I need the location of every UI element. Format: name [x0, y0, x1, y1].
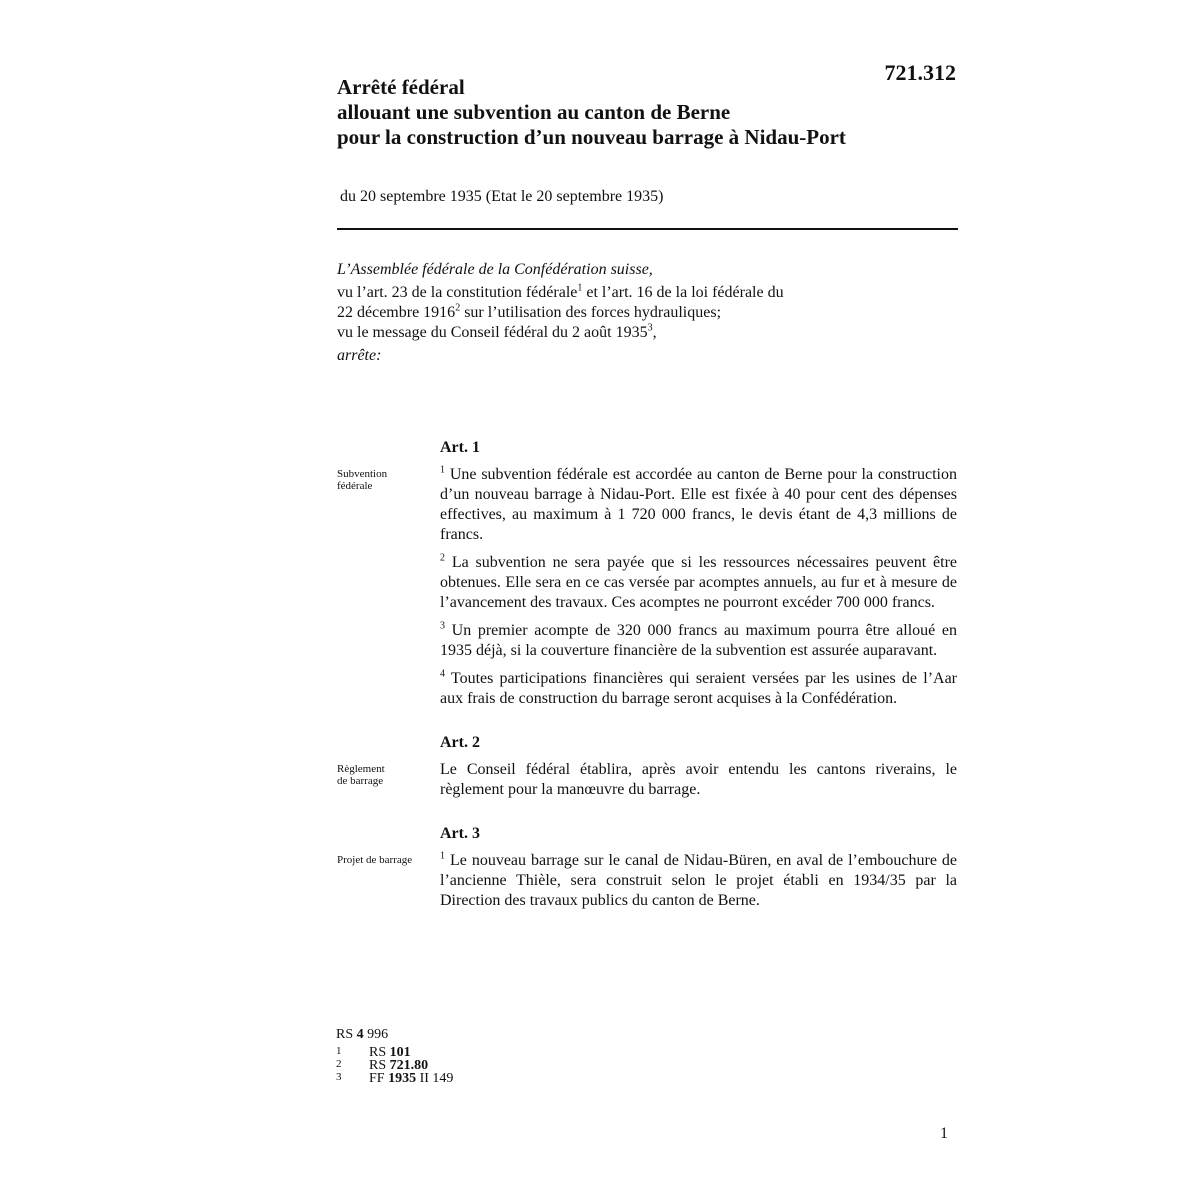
footnote-ref-bold[interactable]: 101 [389, 1045, 411, 1060]
paragraph-number: 2 [440, 552, 445, 564]
footnote-number: 3 [336, 1071, 342, 1083]
articles [337, 436, 957, 919]
margin-note-line: Subvention [337, 468, 388, 480]
footnote-prefix: RS [369, 1058, 390, 1073]
paragraph [440, 851, 957, 911]
paragraph-number: 1 [440, 850, 445, 862]
footnote-rest: II 149 [416, 1071, 454, 1086]
margin-note [337, 763, 433, 787]
preamble-decrees: arrête: [337, 347, 382, 364]
preamble-line [337, 303, 897, 323]
source-reference [336, 1027, 453, 1043]
footnote-ref-bold[interactable]: 721.80 [389, 1058, 429, 1073]
margin-note-line: Règlement [337, 763, 385, 775]
preamble-text: , [652, 324, 657, 341]
paragraph [440, 553, 957, 613]
title-line: allouant une subvention au canton de Berne [337, 100, 731, 124]
paragraph [440, 760, 957, 800]
article-heading: Art. 1 [440, 439, 480, 456]
paragraph-number: 3 [440, 620, 445, 632]
preamble-authority: L’Assemblée fédérale de la Confédération suisse, [337, 261, 653, 278]
paragraph [440, 621, 957, 661]
footnote-ref[interactable]: 2 [455, 302, 461, 314]
footnote-ref[interactable]: 3 [647, 322, 653, 334]
preamble-text: sur l’utilisation des forces hydrauliques; [460, 304, 722, 321]
paragraph-text: Le nouveau barrage sur le canal de Nidau-Büren, en aval de l’embouchure de l’ancienne Thièle, sera construit selon le projet établi en 1934/35 par la Direction des travaux publics du canton de Berne. [440, 852, 957, 909]
preamble-text: vu le message du Conseil fédéral du 2 août 1935 [337, 324, 648, 341]
footnote-number: 2 [336, 1058, 342, 1070]
article-1 [337, 436, 957, 709]
preamble-line [337, 323, 897, 343]
paragraph-number: 4 [440, 668, 445, 680]
paragraph-text: Une subvention fédérale est accordée au canton de Berne pour la construction d’un nouveau barrage à Nidau-Port. Elle est fixée à 40 pour cent des dépenses effectives, au maximum à 1 720 000 francs, le devis étant de 4,3 millions de francs. [440, 466, 957, 543]
date-line: du 20 septembre 1935 (Etat le 20 septembre 1935) [340, 188, 664, 205]
article-heading: Art. 3 [440, 825, 480, 842]
preamble-text: et l’art. 16 de la loi fédérale du [582, 284, 784, 301]
source-prefix: RS [336, 1027, 357, 1042]
margin-note-line: Projet de barrage [337, 854, 413, 866]
preamble-text: vu l’art. 23 de la constitution fédérale [337, 284, 578, 301]
document-title [337, 75, 897, 150]
paragraph-number: 1 [440, 464, 445, 476]
margin-note-line: de barrage [337, 775, 384, 787]
source-volume: 4 [356, 1027, 364, 1042]
paragraph-text: Toutes participations financières qui seraient versées par les usines de l’Aar aux frais de construction du barrage seront acquises à la Confédération. [440, 670, 957, 707]
preamble-text: 22 décembre 1916 [337, 304, 456, 321]
preamble [337, 260, 897, 366]
preamble-line [337, 283, 897, 303]
title-line: Arrêté fédéral [337, 75, 465, 99]
title-line: pour la construction d’un nouveau barrage à Nidau-Port [337, 125, 846, 149]
footnote-prefix: RS [369, 1045, 390, 1060]
footnote-number: 1 [336, 1045, 342, 1057]
page-number: 1 [940, 1125, 948, 1142]
margin-note [337, 854, 433, 866]
source-page: 996 [363, 1027, 389, 1042]
article-2 [337, 731, 957, 800]
footnote-ref-bold[interactable]: 1935 [388, 1071, 417, 1086]
paragraph-text: La subvention ne sera payée que si les ressources nécessaires peuvent être obtenues. Elle sera en ce cas versée par acomptes annuels, au fur et à mesure de l’avancement des travaux. Ces acomptes ne pourront excéder 700 000 francs. [440, 554, 957, 611]
article-heading: Art. 2 [440, 734, 480, 751]
paragraph-text: Le Conseil fédéral établira, après avoir entendu les cantons riverains, le règlement pour la manœuvre du barrage. [440, 761, 957, 798]
paragraph [440, 465, 957, 545]
sr-number: 721.312 [884, 60, 956, 85]
footnotes [336, 1027, 453, 1085]
footnote-ref[interactable]: 1 [577, 282, 583, 294]
footnote [336, 1072, 453, 1085]
margin-note-line: fédérale [337, 480, 373, 492]
paragraph-text: Un premier acompte de 320 000 francs au maximum pourra être alloué en 1935 déjà, si la couverture financière de la subvention est assurée auparavant. [440, 622, 957, 659]
footnote-prefix: FF [369, 1071, 389, 1086]
margin-note [337, 468, 433, 492]
header-rule [337, 228, 958, 230]
article-3 [337, 822, 957, 911]
paragraph [440, 669, 957, 709]
